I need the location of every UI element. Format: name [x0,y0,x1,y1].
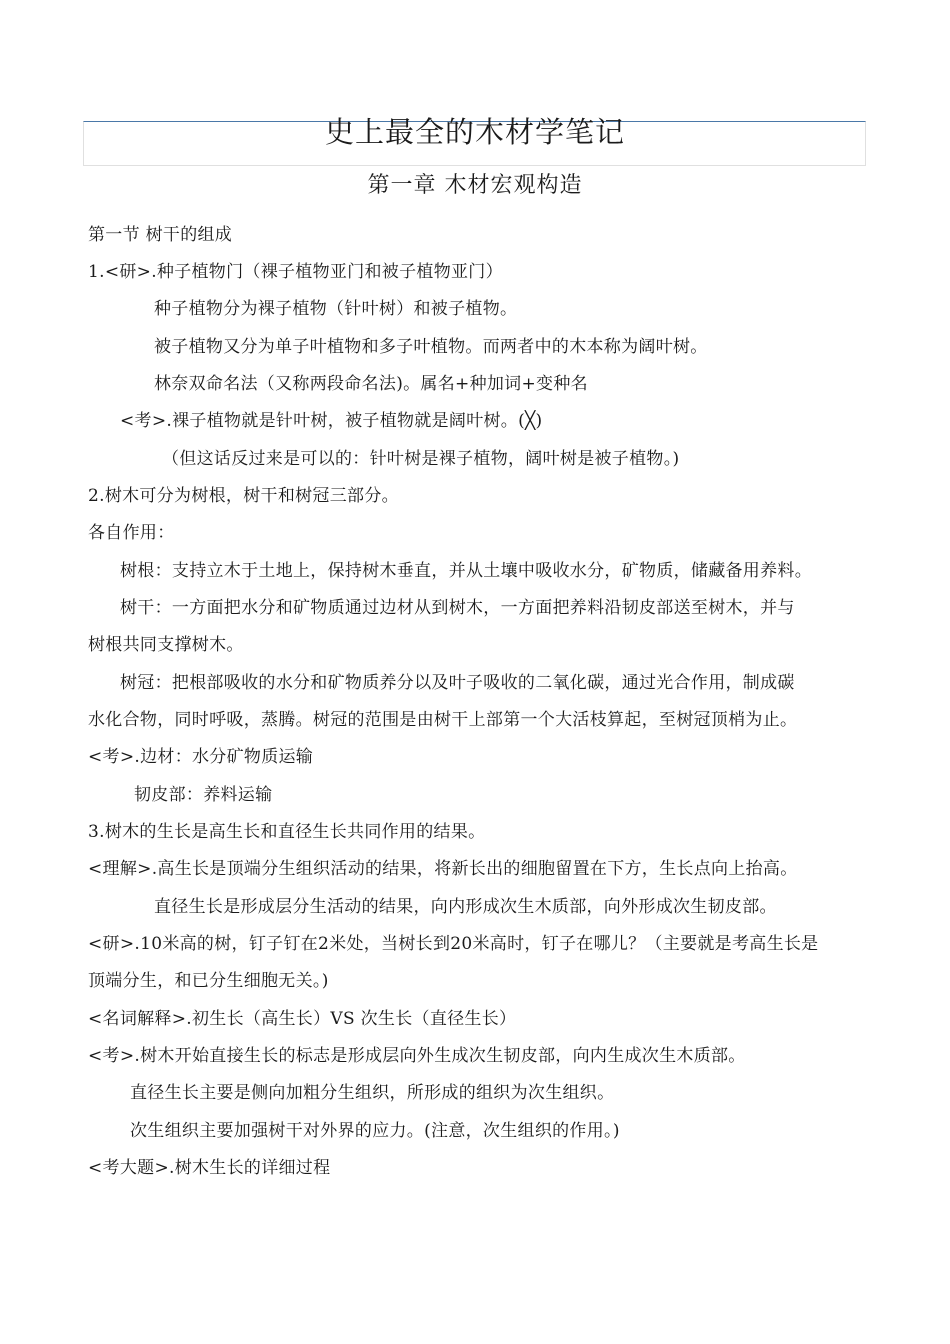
paragraph-line: 种子植物分为裸子植物（针叶树）和被子植物。 [154,299,518,319]
paragraph-line: 各自作用： [88,523,175,543]
paragraph-line: <考>.树木开始直接生长的标志是形成层向外生成次生韧皮部，向内生成次生木质部。 [88,1046,746,1066]
section-heading: 第一节 树干的组成 [88,225,233,245]
paragraph-line: <研>.10米高的树，钉子钉在2米处，当树长到20米高时，钉子在哪儿？（主要就是考高生长是 [88,934,819,954]
paragraph-line: <考大题>.树木生长的详细过程 [88,1158,331,1178]
paragraph-line: 3.树木的生长是高生长和直径生长共同作用的结果。 [88,822,486,842]
paragraph-line: 直径生长是形成层分生活动的结果，向内形成次生木质部，向外形成次生韧皮部。 [154,897,777,917]
paragraph-line: 林奈双命名法（又称两段命名法)。属名+种加词+变种名 [154,374,588,394]
chapter-heading: 第一章 木材宏观构造 [367,173,583,198]
paragraph-line: 2.树木可分为树根，树干和树冠三部分。 [88,486,399,506]
paragraph-line: <考>.边材：水分矿物质运输 [88,747,314,767]
paragraph-line: 树干：一方面把水分和矿物质通过边材从到树木，一方面把养料沿韧皮部送至树木，并与 [120,598,795,618]
paragraph-line: 树根：支持立木于土地上，保持树木垂直，并从土壤中吸收水分，矿物质，储藏备用养料。 [120,561,812,581]
paragraph-line: 树根共同支撑树木。 [88,635,244,655]
paragraph-line: <理解>.高生长是顶端分生组织活动的结果，将新长出的细胞留置在下方，生长点向上抬高。 [88,859,798,879]
paragraph-line: 韧皮部：养料运输 [134,785,273,805]
paragraph-line: （但这话反过来是可以的：针叶树是裸子植物，阔叶树是被子植物。) [162,449,680,469]
paragraph-line: 直径生长主要是侧向加粗分生组织，所形成的组织为次生组织。 [130,1083,615,1103]
paragraph-line: 次生组织主要加强树干对外界的应力。(注意，次生组织的作用。) [130,1121,620,1141]
paragraph-line: 顶端分生，和已分生细胞无关。) [88,971,329,991]
paragraph-line: 水化合物，同时呼吸，蒸腾。树冠的范围是由树干上部第一个大活枝算起，至树冠顶梢为止。 [88,710,798,730]
document-title: 史上最全的木材学笔记 [324,115,625,149]
paragraph-line: 1.<研>.种子植物门（裸子植物亚门和被子植物亚门） [88,262,503,282]
paragraph-line: <名词解释>.初生长（高生长）VS 次生长（直径生长） [88,1009,517,1029]
paragraph-line: <考>.裸子植物就是针叶树，被子植物就是阔叶树。(╳) [120,411,543,431]
paragraph-line: 树冠：把根部吸收的水分和矿物质养分以及叶子吸收的二氧化碳，通过光合作用，制成碳 [120,673,795,693]
paragraph-line: 被子植物又分为单子叶植物和多子叶植物。而两者中的木本称为阔叶树。 [154,337,708,357]
